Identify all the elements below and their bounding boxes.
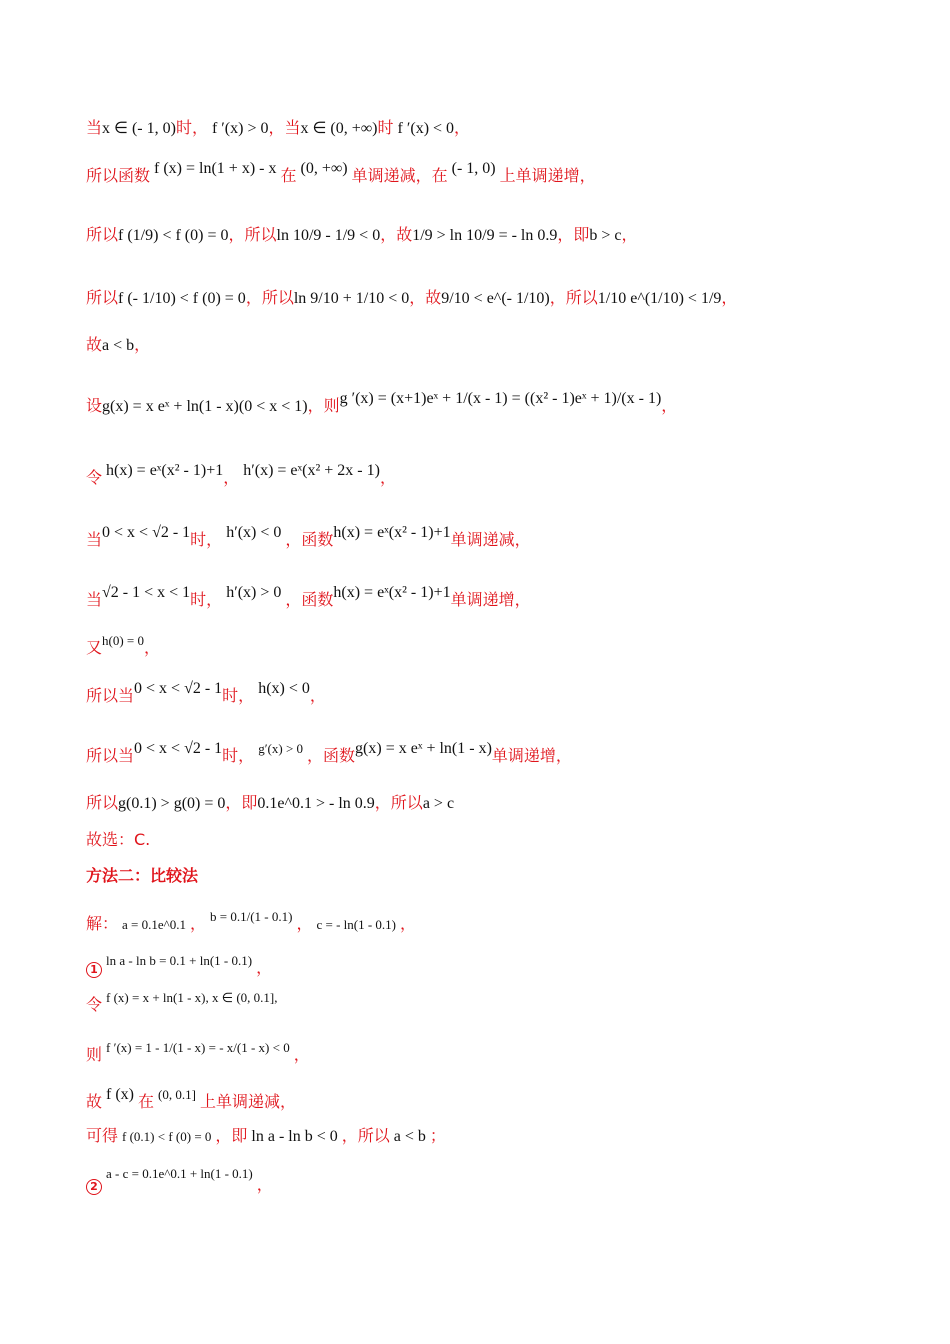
text: 时，: [222, 686, 255, 705]
text: 上单调递减，: [199, 1092, 296, 1111]
math: g(x) = x eˣ + ln(1 - x): [355, 740, 492, 757]
text: 当: [86, 530, 103, 549]
text: ，: [296, 914, 313, 933]
math: 1/9 > ln 10/9 = - ln 0.9: [412, 227, 558, 244]
math: h′(x) > 0: [226, 584, 282, 601]
text: 故: [86, 1092, 103, 1111]
math: x ∈ (0, +∞): [300, 120, 378, 137]
math: x ∈ (- 1, 0): [102, 120, 176, 137]
math: h(0) = 0: [102, 633, 145, 648]
text: 又: [86, 638, 103, 657]
text: ，: [190, 914, 207, 933]
text: 单调递增，: [450, 590, 531, 609]
text: ，即: [557, 225, 590, 244]
math: a = 0.1e^0.1: [122, 917, 186, 932]
line-8: [86, 524, 531, 550]
line-5: [86, 332, 150, 355]
text: ，所以: [245, 288, 294, 307]
text: 时，: [190, 590, 223, 609]
line-7: [86, 462, 396, 488]
math: b > c: [589, 227, 622, 244]
math: f ′(x) < 0: [397, 120, 455, 137]
math: h(x) < 0: [258, 680, 310, 697]
line-2: [86, 160, 596, 186]
line-1: [86, 115, 470, 138]
text: 在: [138, 1092, 155, 1111]
math: a < b: [102, 337, 135, 354]
math: 0 < x < √2 - 1: [102, 524, 191, 541]
text: ，所以: [341, 1126, 390, 1145]
line-6: [86, 390, 678, 416]
math: ln 9/10 + 1/10 < 0: [293, 290, 410, 307]
text: ，: [721, 288, 738, 307]
math: h(x) = eˣ(x² - 1)+1: [106, 462, 224, 479]
text: 所以函数: [86, 166, 151, 185]
math: b = 0.1/(1 - 0.1): [210, 909, 293, 924]
text: ，即: [225, 793, 258, 812]
text: 则: [86, 1045, 103, 1064]
text: ，: [256, 958, 273, 977]
text: ，当: [268, 118, 301, 137]
text: 上单调递增，: [499, 166, 596, 185]
line-21: [86, 1123, 446, 1146]
text: 可得: [86, 1126, 119, 1145]
math: g′(x) > 0: [258, 741, 304, 756]
text: 当: [86, 118, 103, 137]
math: ln a - ln b = 0.1 + ln(1 - 0.1): [106, 953, 253, 968]
line-10: [86, 635, 160, 658]
math: 0 < x < √2 - 1: [134, 680, 223, 697]
line-3: [86, 222, 638, 245]
text: ，所以: [228, 225, 277, 244]
line-18: [86, 992, 278, 1015]
math: a < b: [393, 1128, 426, 1145]
math: f (x) = x + ln(1 - x), x ∈ (0, 0.1],: [106, 990, 278, 1005]
text: 单调递减，: [450, 530, 531, 549]
text: ，函数: [285, 530, 334, 549]
text: ，: [293, 1045, 310, 1064]
text: ，: [379, 468, 396, 487]
line-22: [86, 1166, 273, 1195]
text: ，: [256, 1175, 273, 1194]
math: f (1/9) < f (0) = 0: [118, 227, 229, 244]
math: √2 - 1 < x < 1: [102, 584, 191, 601]
line-20: [86, 1086, 296, 1112]
line-4: [86, 285, 737, 308]
text: ，则: [307, 396, 340, 415]
circled-number: 2: [86, 1179, 102, 1195]
line-16: [86, 911, 416, 934]
line-19: [86, 1042, 310, 1065]
math: 9/10 < e^(- 1/10): [441, 290, 550, 307]
math: 0 < x < √2 - 1: [134, 740, 223, 757]
line-13: [86, 790, 454, 813]
math: h(x) = eˣ(x² - 1)+1: [333, 524, 451, 541]
method-heading: 方法二：比较法: [86, 866, 199, 885]
text: ，: [223, 468, 240, 487]
text: ，: [144, 638, 161, 657]
math: f (0.1) < f (0) = 0: [122, 1129, 212, 1144]
text: ，: [621, 225, 638, 244]
math: f ′(x) = 1 - 1/(1 - x) = - x/(1 - x) < 0: [106, 1040, 290, 1055]
text: ，函数: [285, 590, 334, 609]
text: ，: [400, 914, 417, 933]
text: 所以当: [86, 746, 135, 765]
text: 单调递增，: [491, 746, 572, 765]
text: ，: [661, 396, 678, 415]
text: 单调递减，在: [351, 166, 448, 185]
math: h′(x) = eˣ(x² + 2x - 1): [243, 462, 380, 479]
text: 所以: [86, 793, 119, 812]
math: (0, 0.1]: [158, 1087, 196, 1102]
text: 故: [86, 335, 103, 354]
text: ，所以: [549, 288, 598, 307]
math: f (- 1/10) < f (0) = 0: [118, 290, 246, 307]
text: ；: [429, 1126, 446, 1145]
math: g ′(x) = (x+1)eˣ + 1/(x - 1) = ((x² - 1)eˣ + 1)/(x - 1): [339, 390, 662, 407]
text: 设: [86, 396, 103, 415]
text: ，: [134, 335, 151, 354]
math: c = - ln(1 - 0.1): [316, 917, 396, 932]
text: 所以当: [86, 686, 135, 705]
text: ，函数: [307, 746, 356, 765]
math: h′(x) < 0: [226, 524, 282, 541]
math: ln a - ln b < 0: [251, 1128, 338, 1145]
text: 解：: [86, 914, 119, 933]
text: 所以: [86, 288, 119, 307]
math: f ′(x) > 0: [211, 120, 269, 137]
text: 令: [86, 995, 103, 1014]
text: 时: [377, 118, 394, 137]
answer-text: 故选：C.: [86, 830, 151, 849]
line-9: [86, 584, 531, 610]
circled-number: 1: [86, 962, 102, 978]
text: 所以: [86, 225, 119, 244]
text: ，所以: [374, 793, 423, 812]
math: g(0.1) > g(0) = 0: [118, 795, 226, 812]
math: (- 1, 0): [451, 160, 496, 177]
line-12: [86, 740, 572, 766]
text: 当: [86, 590, 103, 609]
math: g(x) = x eˣ + ln(1 - x)(0 < x < 1): [102, 398, 308, 415]
line-14: [86, 827, 150, 850]
math: a - c = 0.1e^0.1 + ln(1 - 0.1): [106, 1166, 253, 1181]
math: h(x) = eˣ(x² - 1)+1: [333, 584, 451, 601]
text: ，故: [409, 288, 442, 307]
text: 时，: [222, 746, 255, 765]
line-11: [86, 680, 326, 706]
text: ，: [309, 686, 326, 705]
math: (0, +∞): [300, 160, 348, 177]
math: 1/10 e^(1/10) < 1/9: [597, 290, 722, 307]
math: f (x) = ln(1 + x) - x: [154, 160, 277, 177]
text: 在: [280, 166, 297, 185]
line-17: [86, 955, 272, 978]
text: 令: [86, 468, 103, 487]
math: f (x): [106, 1086, 134, 1103]
text: ，即: [215, 1126, 248, 1145]
text: ，故: [380, 225, 413, 244]
text: 时，: [190, 530, 223, 549]
math: ln 10/9 - 1/9 < 0: [276, 227, 381, 244]
text: 时，: [175, 118, 208, 137]
math: a > c: [422, 795, 455, 812]
line-15: [86, 863, 198, 886]
text: ，: [454, 118, 471, 137]
math: 0.1e^0.1 > - ln 0.9: [257, 795, 375, 812]
